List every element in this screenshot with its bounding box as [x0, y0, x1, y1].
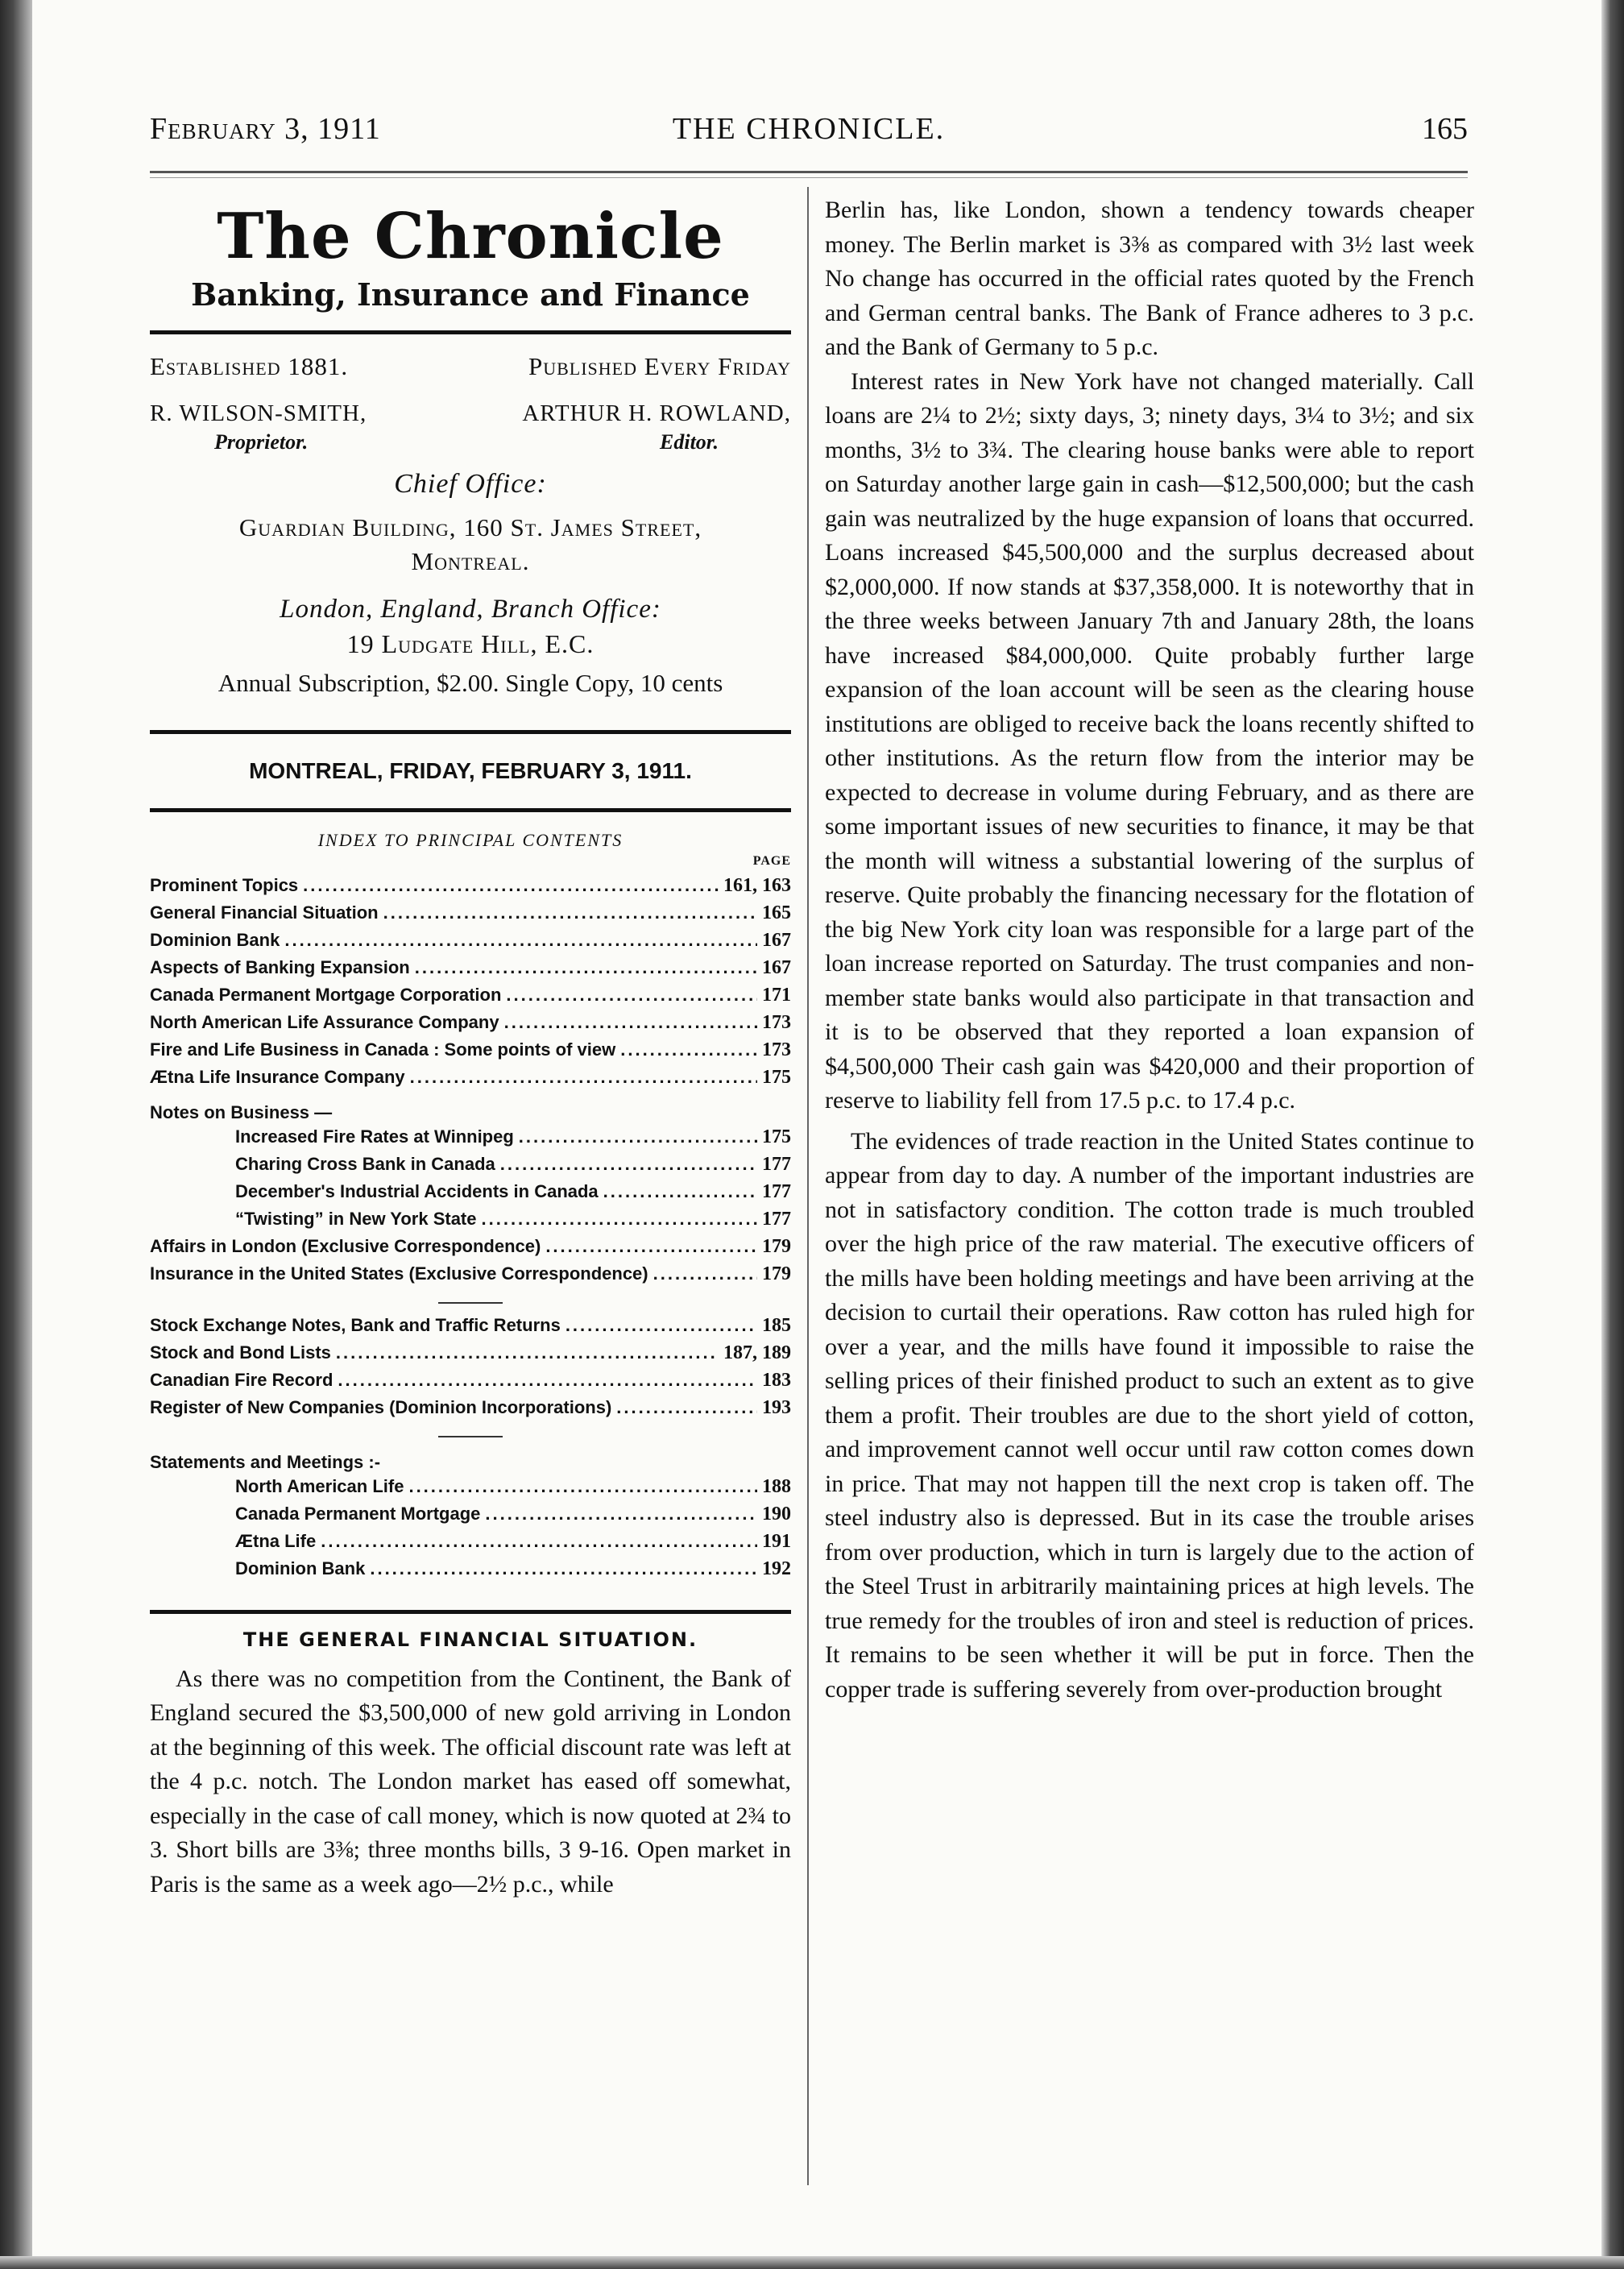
toc-entry — [150, 957, 791, 985]
toc-group-notes — [150, 1126, 791, 1236]
article-rule — [150, 1610, 791, 1614]
toc-entry-page: 187, 189 — [723, 1342, 791, 1363]
toc-entry-label: “Twisting” in New York State — [235, 1208, 477, 1229]
toc-entry — [150, 875, 791, 902]
toc-entry — [150, 1209, 791, 1236]
article-paragraph: As there was no competition from the Continent, the Bank of England secured the $3,500,000 of new gold arriving in London at the beginning of this week. The official discount rate was left at the 4 p.c. notch. The London market has eased off somewhat, especially in the case of call money, which is now quoted at 2¾ to 3. Short bills are 3⅜; three months bills, 3 9-16. Open market in Paris is the same as a week ago—2½ p.c., while — [150, 1665, 791, 1898]
chief-office-city: Montreal. — [411, 546, 530, 575]
index-page-label: PAGE — [752, 853, 791, 868]
toc-entry — [150, 1397, 791, 1425]
toc-entry-page: 161, 163 — [723, 874, 791, 896]
proprietor-role: Proprietor. — [214, 430, 309, 454]
toc-entry-label: Register of New Companies (Dominion Incorporations) — [150, 1396, 612, 1417]
dateline: MONTREAL, FRIDAY, FEBRUARY 3, 1911. — [249, 757, 692, 783]
toc-entry-page: 183 — [762, 1369, 791, 1391]
toc-entry-label: Ætna Life Insurance Company — [150, 1066, 405, 1087]
toc-entry-page: 165 — [762, 902, 791, 923]
toc-entry-label: North American Life Assurance Company — [150, 1011, 499, 1032]
masthead-title: The Chronicle — [217, 200, 724, 273]
toc-entry-page: 179 — [762, 1263, 791, 1284]
article-paragraph: Interest rates in New York have not changed materially. Call loans are 2¼ to 2½; sixty days, 3; ninety days, 3¼ to 3½; and six months, 3½ to 3¾. The clearing house banks were able to report on Saturday another large gain in cash—$12,500,000; but the cash gain was neutralized by the huge expansion of loans that occurred. Loans increased $45,500,000 and the surplus decreased about $2,000,000. If now stands at $37,358,000. It is noteworthy that in the three weeks between January 7th and January 28th, the loans have increased $84,000,000. Quite probably further large expansion of the loan account will be seen as the clearing house institutions are obliged to receive back the loans recently shifted to other institutions. As the return flow from the interior may be expected to decrease in volume during February, and as there are some important issues of new securities to finance, it may be that the month will witness a substantial lowering of the surplus of reserve. Quite probably the financing necessary for the flotation of the big New York city loan was responsible for a large part of the loan increase reported on Saturday. The trust companies and non-member state banks would also participate in that transaction and it is to be observed that they reported a loan expansion of $4,500,000 Their cash gain was $420,000 and their proportion of reserve to liability fell from 17.5 p.c. to 17.4 p.c. — [825, 367, 1474, 1114]
toc-entry-label: Charing Cross Bank in Canada — [235, 1153, 495, 1174]
toc-entry-page: 193 — [762, 1396, 791, 1418]
toc-group-main — [150, 875, 791, 1094]
toc-entry-label: Increased Fire Rates at Winnipeg — [235, 1126, 514, 1147]
toc-notes-heading: Notes on Business — — [150, 1101, 333, 1122]
toc-entry-page: 191 — [762, 1530, 791, 1552]
toc-entry-page: 190 — [762, 1503, 791, 1524]
toc-entry — [150, 985, 791, 1012]
toc-leader-dots — [545, 1236, 757, 1257]
toc-leader-dots — [321, 1531, 757, 1552]
toc-entry — [150, 1315, 791, 1342]
right-column — [825, 193, 1474, 1707]
toc-entry-page: 177 — [762, 1208, 791, 1230]
article-paragraph: Berlin has, like London, shown a tendency towards cheaper money. The Berlin market is 3⅜ as compared with 3½ last week No change has occurred in the official rates quoted by the French and German central banks. The Bank of France adheres to 3 p.c. and the Bank of Germany to 5 p.c. — [825, 197, 1474, 360]
toc-entry-page: 177 — [762, 1153, 791, 1175]
toc-entry-page: 167 — [762, 929, 791, 951]
toc-entry-page: 188 — [762, 1475, 791, 1497]
toc-group-correspondence — [150, 1236, 791, 1291]
running-head — [150, 111, 1468, 160]
toc-entry-label: Affairs in London (Exclusive Correspondence) — [150, 1235, 541, 1256]
toc-entry — [150, 1181, 791, 1209]
editor-name: ARTHUR H. ROWLAND, — [522, 400, 791, 426]
toc-entry-label: Canadian Fire Record — [150, 1369, 334, 1390]
toc-entry — [150, 902, 791, 930]
editor-role: Editor. — [660, 430, 719, 454]
dateline-rule-top — [150, 730, 791, 734]
chief-office-address — [150, 511, 791, 579]
toc-entry — [150, 1012, 791, 1039]
toc-entry-label: Fire and Life Business in Canada : Some points of view — [150, 1039, 616, 1060]
established: Established 1881. — [150, 352, 349, 380]
toc-entry — [150, 1504, 791, 1531]
toc-leader-dots — [383, 902, 757, 923]
toc-leader-dots — [303, 875, 719, 896]
toc-entry — [150, 1558, 791, 1586]
toc-leader-dots — [338, 1370, 757, 1391]
toc-leader-dots — [408, 1476, 757, 1497]
toc-entry — [150, 1531, 791, 1558]
toc-leader-dots — [370, 1558, 757, 1579]
toc-entry — [150, 1342, 791, 1370]
column-rule — [807, 187, 809, 2185]
table-of-contents — [150, 875, 791, 1586]
article-paragraph: The evidences of trade reaction in the United States continue to appear from day to day. A number of the important industries are not in satisfactory condition. The cotton trade is much troubled over the high price of the raw material. The executive officers of the mills have been holding meetings and have been arriving at the decision to curtail their operations. Raw cotton has ruled high for over a year, and the mills have found it impossible to raise the selling prices of their finished product to such an extent as to give them a profit. Their troubles are due to the short yield of cotton, and improvement cannot well occur until raw cotton comes down in price. That may not happen till the next crop is taken off. The steel industry also is depressed. But in its case the trouble arises from over production, which in turn is largely due to the action of the Steel Trust in arbitrarily maintaining prices at high levels. The true remedy for the troubles of iron and steel is reduction of prices. It remains to be seen whether it will be put in force. Then the copper trade is suffering severely from over-production brought — [825, 1127, 1474, 1703]
chief-office-label: Chief Office: — [394, 469, 547, 499]
toc-entry — [150, 1067, 791, 1094]
published: Published Every Friday — [528, 352, 791, 380]
toc-entry — [150, 1236, 791, 1263]
toc-entry — [150, 1039, 791, 1067]
article-title: THE GENERAL FINANCIAL SITUATION. — [242, 1628, 698, 1651]
scan-edge-bottom — [0, 2256, 1624, 2269]
proprietor-name: R. WILSON-SMITH, — [150, 400, 367, 426]
toc-leader-dots — [506, 985, 757, 1006]
toc-group-returns — [150, 1315, 791, 1425]
toc-entry-label: Insurance in the United States (Exclusive Correspondence) — [150, 1263, 648, 1284]
toc-leader-dots — [336, 1342, 719, 1363]
toc-leader-dots — [504, 1012, 757, 1033]
toc-entry-label: North American Life — [235, 1475, 404, 1496]
publication-info — [150, 352, 791, 381]
toc-entry-label: Canada Permanent Mortgage — [235, 1503, 481, 1524]
toc-entry-label: Stock and Bond Lists — [150, 1342, 331, 1363]
staff-roles — [150, 430, 791, 454]
header-rule — [150, 171, 1468, 173]
toc-entry-page: 171 — [762, 984, 791, 1006]
toc-entry — [150, 1370, 791, 1397]
toc-entry — [150, 1263, 791, 1291]
toc-entry — [150, 1126, 791, 1154]
toc-entry-label: General Financial Situation — [150, 902, 379, 923]
page-number: 165 — [1422, 112, 1468, 146]
running-head-title: THE CHRONICLE. — [672, 112, 946, 146]
toc-entry-page: 175 — [762, 1066, 791, 1088]
toc-entry-label: Canada Permanent Mortgage Corporation — [150, 984, 502, 1005]
toc-entry-page: 185 — [762, 1314, 791, 1336]
left-column — [150, 187, 791, 1902]
dateline-rule-bottom — [150, 808, 791, 812]
toc-leader-dots — [519, 1126, 757, 1147]
branch-office-address: 19 Ludgate Hill, E.C. — [346, 628, 594, 658]
masthead-rule — [150, 330, 791, 334]
running-head-date: February 3, 1911 — [150, 112, 381, 146]
toc-statements-heading: Statements and Meetings :- — [150, 1451, 381, 1472]
toc-leader-dots — [653, 1263, 757, 1284]
toc-leader-dots — [284, 930, 757, 951]
scan-edge-right — [1601, 0, 1624, 2269]
toc-entry — [150, 930, 791, 957]
toc-entry — [150, 1476, 791, 1504]
toc-leader-dots — [620, 1039, 757, 1060]
toc-entry-page: 177 — [762, 1180, 791, 1202]
toc-entry-label: Ætna Life — [235, 1530, 317, 1551]
toc-entry-page: 192 — [762, 1558, 791, 1579]
toc-entry-label: Stock Exchange Notes, Bank and Traffic Returns — [150, 1314, 561, 1335]
toc-entry-page: 173 — [762, 1039, 791, 1060]
masthead-subtitle: Banking, Insurance and Finance — [191, 276, 750, 313]
toc-entry-page: 175 — [762, 1126, 791, 1147]
index-title: INDEX TO PRINCIPAL CONTENTS — [317, 829, 624, 850]
toc-leader-dots — [482, 1209, 758, 1230]
toc-entry-label: Aspects of Banking Expansion — [150, 956, 410, 977]
toc-entry-label: Dominion Bank — [150, 929, 280, 950]
branch-office-label: London, England, Branch Office: — [280, 594, 661, 624]
toc-divider — [438, 1302, 503, 1304]
chief-office-street: Guardian Building, 160 St. James Street, — [238, 513, 702, 541]
toc-leader-dots — [616, 1397, 757, 1418]
toc-leader-dots — [415, 957, 757, 978]
toc-leader-dots — [566, 1315, 757, 1336]
toc-entry-page: 167 — [762, 956, 791, 978]
staff-names — [150, 400, 791, 427]
toc-leader-dots — [500, 1154, 757, 1175]
toc-leader-dots — [410, 1067, 757, 1088]
toc-divider — [438, 1436, 503, 1437]
toc-entry-page: 179 — [762, 1235, 791, 1257]
toc-leader-dots — [485, 1504, 757, 1524]
scan-edge-left — [0, 0, 32, 2269]
toc-entry — [150, 1154, 791, 1181]
toc-entry-page: 173 — [762, 1011, 791, 1033]
header-rule-thin — [150, 177, 1468, 178]
toc-group-statements — [150, 1476, 791, 1586]
toc-leader-dots — [603, 1181, 757, 1202]
subscription-info: Annual Subscription, $2.00. Single Copy, 10 cents — [218, 668, 723, 697]
toc-entry-label: Prominent Topics — [150, 874, 299, 895]
toc-entry-label: Dominion Bank — [235, 1558, 366, 1578]
toc-entry-label: December's Industrial Accidents in Canada — [235, 1180, 599, 1201]
